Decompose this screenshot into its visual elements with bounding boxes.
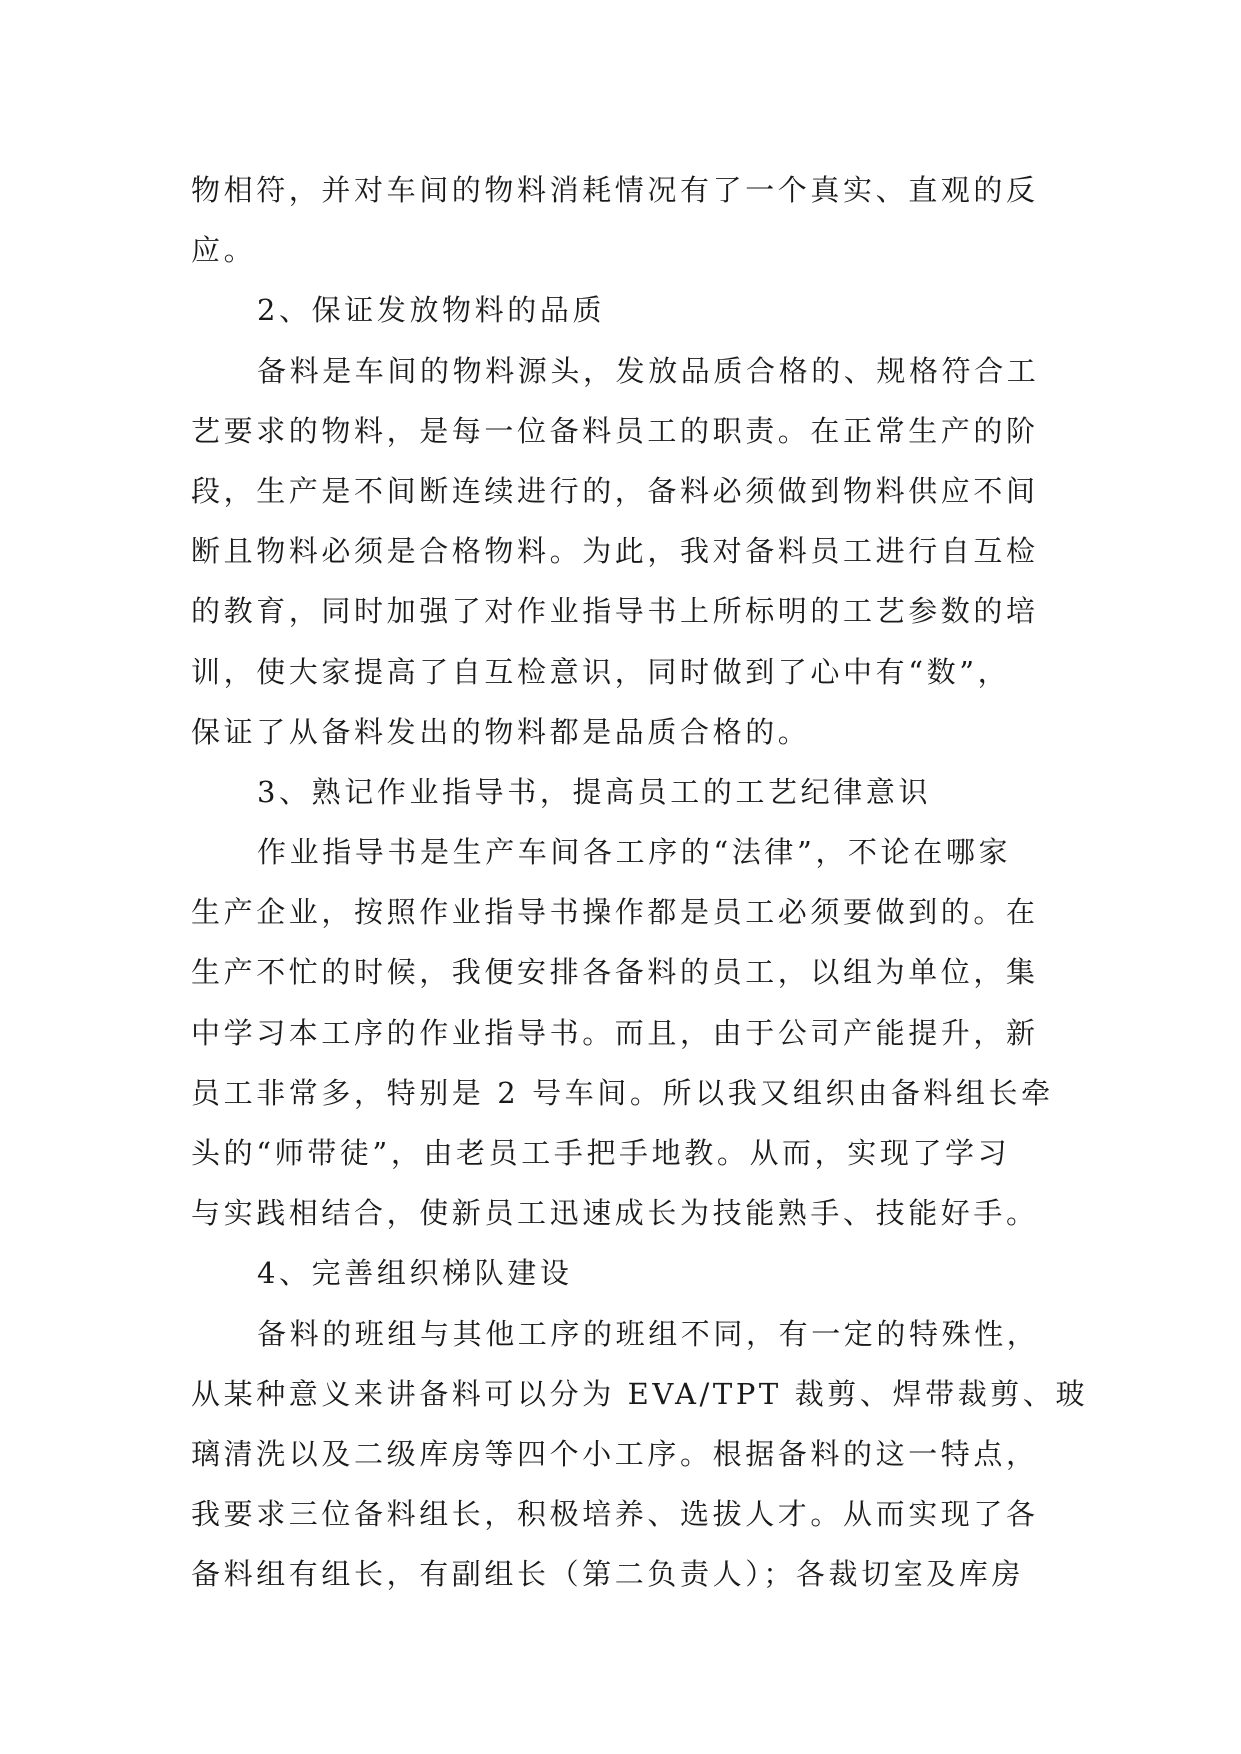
paragraph-first-line: 作业指导书是生产车间各工序的“法律”，不论在哪家 [257,835,1012,870]
document-body [191,160,1089,1605]
text-line: 应。 [191,233,257,268]
paragraph-first-line: 2、保证发放物料的品质 [257,293,606,328]
text-line: 从某种意义来讲备料可以分为 EVA/TPT 裁剪、焊带裁剪、玻 [191,1376,1089,1411]
paragraph-first-line: 4、完善组织梯队建设 [257,1256,573,1291]
text-line: 断且物料必须是合格物料。为此，我对备料员工进行自互检 [191,534,1039,569]
text-line: 备料组有组长，有副组长（第二负责人）；各裁切室及库房 [191,1557,1025,1592]
text-line: 璃清洗以及二级库房等四个小工序。根据备料的这一特点， [191,1436,1039,1471]
text-line: 生产企业，按照作业指导书操作都是员工必须要做到的。在 [191,895,1039,930]
text-line: 中学习本工序的作业指导书。而且，由于公司产能提升，新 [191,1015,1039,1050]
text-line: 保证了从备料发出的物料都是品质合格的。 [191,714,811,749]
text-line: 我要求三位备料组长，积极培养、选拔人才。从而实现了各 [191,1497,1039,1532]
text-line: 艺要求的物料，是每一位备料员工的职责。在正常生产的阶 [191,413,1039,448]
text-line: 物相符，并对车间的物料消耗情况有了一个真实、直观的反 [191,173,1039,207]
text-line: 头的“师带徒”，由老员工手把手地教。从而，实现了学习 [191,1136,1011,1170]
text-line: 与实践相结合，使新员工迅速成长为技能熟手、技能好手。 [191,1196,1039,1231]
text-line: 员工非常多，特别是 2 号车间。所以我又组织由备料组长牵 [191,1075,1054,1110]
text-line: 段，生产是不间断连续进行的，备料必须做到物料供应不间 [191,473,1039,508]
text-line: 的教育，同时加强了对作业指导书上所标明的工艺参数的培 [191,594,1039,629]
paragraph-first-line: 3、熟记作业指导书，提高员工的工艺纪律意识 [257,774,932,809]
paragraph-first-line: 备料是车间的物料源头，发放品质合格的、规格符合工 [257,353,1040,388]
text-line: 生产不忙的时候，我便安排各备料的员工，以组为单位，集 [191,955,1039,990]
text-line: 训，使大家提高了自互检意识，同时做到了心中有“数”， [191,654,1011,689]
paragraph-first-line: 备料的班组与其他工序的班组不同，有一定的特殊性， [257,1316,1040,1351]
